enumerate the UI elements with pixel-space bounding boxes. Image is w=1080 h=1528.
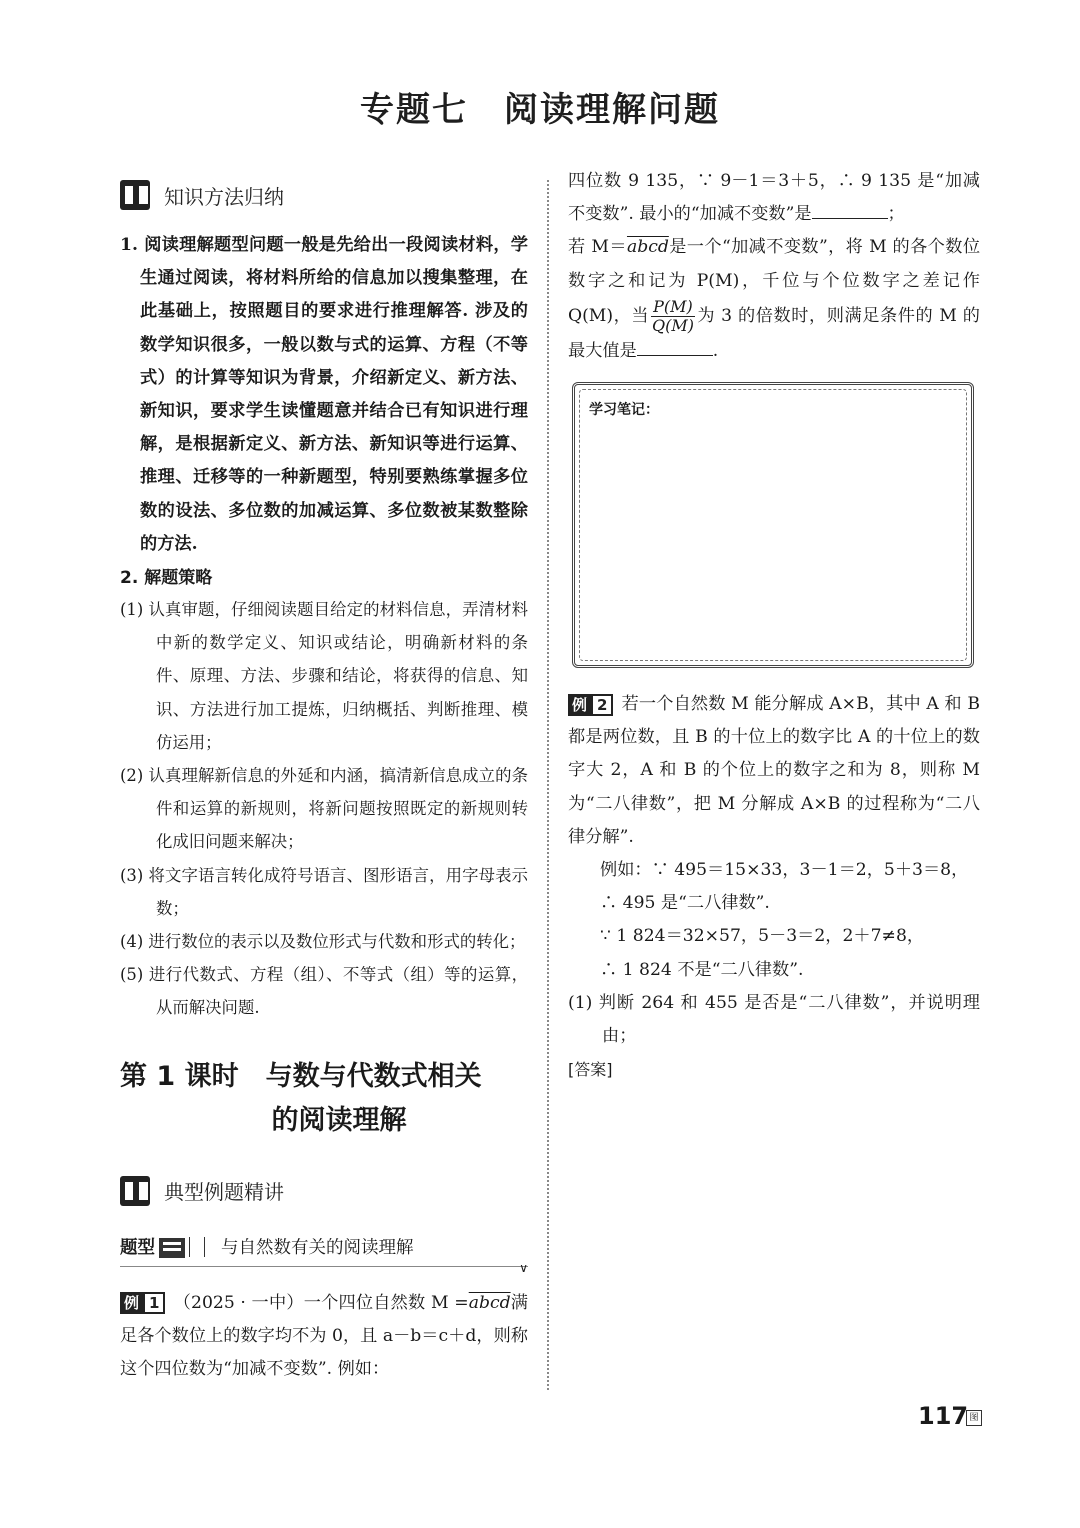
- example-2-line-3: ∵ 1 824＝32×57，5－3＝2，2＋7≠8，: [600, 926, 925, 947]
- example-2-question-1: (1) 判断 264 和 455 是否是“二八律数”，并说明理由；: [568, 992, 980, 1047]
- right-column: [568, 165, 980, 1080]
- chevron-down-icon: ∨: [519, 1260, 528, 1275]
- fraction-p-over-q: $\frac{P(M)}{Q(M)}$: [651, 296, 694, 335]
- example-1-right-text-2c: 为 3 的倍数时，则满足条件的 M 的最大值是: [568, 305, 980, 361]
- example-1-right-text-2a: 若 M＝: [568, 237, 627, 258]
- answer-blank-2[interactable]: [637, 337, 713, 356]
- answer-blank-1[interactable]: [812, 200, 888, 219]
- page-number: 117: [918, 1402, 969, 1430]
- example-2-intro-text: 若一个自然数 M 能分解成 A×B，其中 A 和 B 都是两位数，且 B 的十位上的数字比 A 的十位上的数字大 2，A 和 B 的个位上的数字之和为 8，则称 M 为“二八律数”，把 M 分解成 A×B 的过程称为“二八律分解”.: [568, 694, 980, 847]
- example-1-text-b: 满足各个数位上的数字均不为 0，且 a－b＝c＋d，则称这个四位数为“加减不变数”. 例如：: [120, 1292, 528, 1380]
- example-1-right-text-1: 四位数 9 135，∵ 9－1＝3＋5，∴ 9 135 是“加减不变数”. 最小的“加减不变数”是: [568, 171, 980, 225]
- study-notes-box[interactable]: [572, 382, 974, 668]
- example-1-right-text-2b: 是一个“加减不变数”，将 M 的各个数位数字之和记为 P(M)，千位与个位数字之差记作 Q(M)，当: [568, 237, 981, 326]
- strategy-title: 2. 解题策略: [120, 568, 213, 589]
- knowledge-point-1: 1. 阅读理解题型问题一般是先给出一段阅读材料，学生通过阅读，将材料所给的信息加以搜集整理，在此基础上，按照题目的要求进行推理解答. 涉及的数学知识很多，一般以数与式的运算、方程（不等式）的计算等知识为背景，介绍新定义、新方法、新知识，要求学生读懂题意并结合已有知识进行理解，是根据新定义、新方法、新知识等进行运算、推理、迁移等的一种新题型，特别要熟练掌握多位数的设法、多位数的加减运算、多位数被某数整除的方法.: [120, 235, 528, 554]
- example-1-right-part-1: [568, 165, 980, 231]
- knowledge-section-heading: [120, 175, 528, 215]
- type-bars-icon: [189, 1237, 205, 1257]
- strategy-item-3: (3) 将文字语言转化成符号语言、图形语言，用字母表示数；: [120, 865, 528, 918]
- strategy-item-1: (1) 认真审题，仔细阅读题目给定的材料信息，弄清材料中新的数学定义、知识或结论，明确新材料的条件、原理、方法、步骤和结论，将获得的信息、知识、方法进行加工提炼，归纳概括、判断推理、模仿运用；: [120, 600, 528, 752]
- lesson-title-line-1: 第 1 课时 与数与代数式相关: [120, 1060, 482, 1092]
- example-1-left: [120, 1287, 528, 1387]
- type-label: 题型: [120, 1238, 155, 1259]
- abcd-overline: abcd: [626, 237, 669, 258]
- example-2-line-4: ∴ 1 824 不是“二八律数”.: [600, 959, 804, 980]
- topic-title: 阅读理解问题: [504, 90, 720, 130]
- abcd-overline: abcd: [468, 1292, 511, 1313]
- page-mark-icon: 图: [966, 1410, 982, 1426]
- type-badge-icon: [159, 1238, 185, 1258]
- strategy-item-2: (2) 认真理解新信息的外延和内涵，搞清新信息成立的条件和运算的新规则，将新问题按照既定的新规则转化成旧问题来解决；: [120, 766, 528, 852]
- example-2-line-1: 例如：∵ 495＝15×33，3－1＝2，5＋3＝8，: [600, 860, 969, 881]
- example-2-line-2: ∴ 495 是“二八律数”.: [600, 893, 770, 914]
- study-notes-label: 学习笔记：: [589, 402, 659, 419]
- book-icon: [120, 180, 150, 210]
- column-divider: [547, 180, 549, 1390]
- knowledge-heading-label: 知识方法归纳: [164, 184, 284, 209]
- question-type-heading: [120, 1227, 528, 1275]
- lesson-title-line-2: 的阅读理解: [271, 1104, 407, 1136]
- examples-heading-label: 典型例题精讲: [164, 1180, 284, 1205]
- book-icon: [120, 1176, 150, 1206]
- strategy-item-4: (4) 进行数位的表示以及数位形式与代数和形式的转化；: [120, 932, 526, 952]
- type-underline: [120, 1266, 528, 1267]
- example-1-right-part-2: [568, 231, 980, 368]
- topic-number: 专题七: [360, 90, 468, 130]
- answer-label: [答案]: [568, 1060, 613, 1080]
- type-title: 与自然数有关的阅读理解: [221, 1238, 414, 1259]
- page-title: [0, 82, 1080, 131]
- example-1-text-a: （2025 · 一中）一个四位自然数 M =: [173, 1292, 469, 1313]
- examples-section-heading: [120, 1171, 528, 1211]
- lesson-title: [120, 1055, 528, 1143]
- strategy-item-5: (5) 进行代数式、方程（组）、不等式（组）等的运算，从而解决问题.: [120, 965, 528, 1018]
- example-1-right-text-2-end: .: [712, 340, 719, 361]
- example-1-tag: 例 1: [120, 1292, 165, 1314]
- example-1-right-text-1-end: ；: [887, 204, 905, 225]
- left-column: [120, 175, 528, 1386]
- example-2-intro: [568, 688, 980, 854]
- example-2-tag: 例 2: [568, 694, 613, 716]
